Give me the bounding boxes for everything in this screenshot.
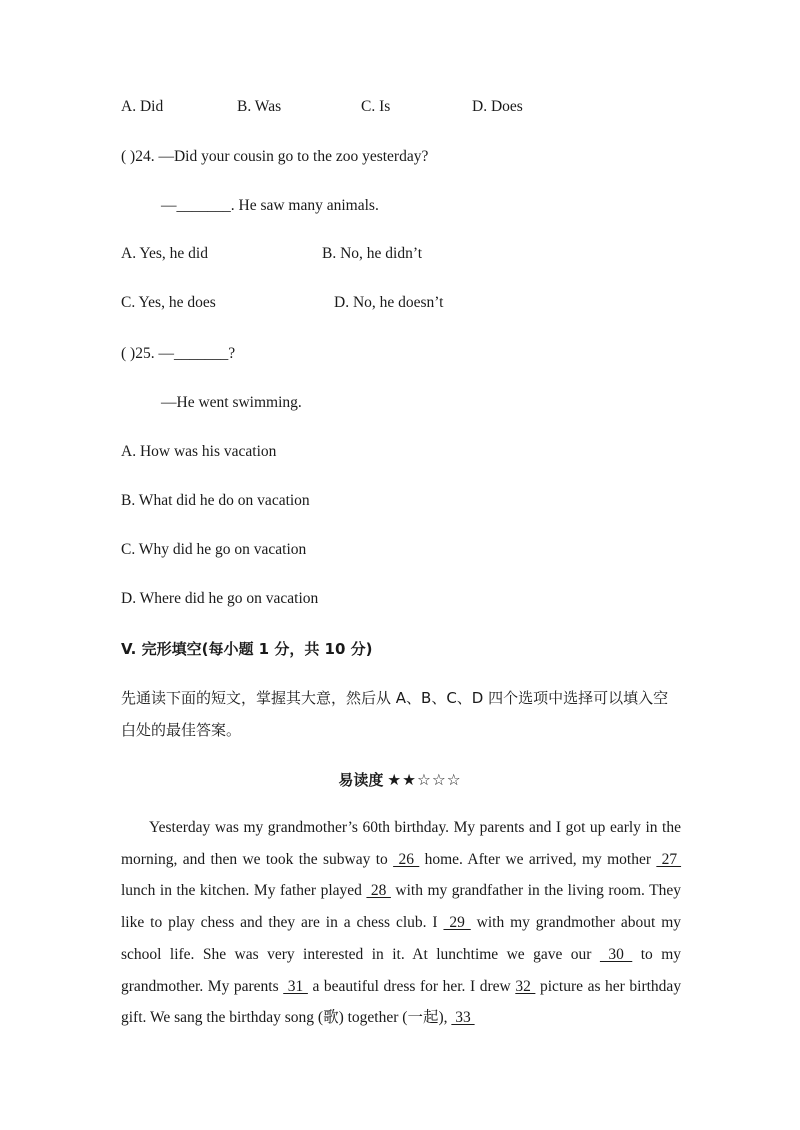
blank-32: 32 [515,977,536,995]
blank-28: 28 [366,882,391,900]
section-instructions-line-1: 先通读下面的短文，掌握其大意，然后从 A、B、C、D 四个选项中选择可以填入空 [121,689,669,707]
q24-answer-line: —_______. He saw many animals. [161,197,379,214]
difficulty-stars: ★★☆☆☆ [387,772,462,789]
q24-option-a: A. Yes, he did [121,245,208,262]
blank-31: 31 [283,977,308,995]
blank-27: 27 [656,850,682,868]
q25-answer-line: —He went swimming. [161,394,302,411]
passage-text-4: with my grandfather in the living room. They like to play chess and they are in a chess club. I [121,882,682,932]
blank-30: 30 [599,945,633,963]
passage-text-3: lunch in the kitchen. My father played [121,882,362,900]
section-title: V. 完形填空(每小题 1 分，共 10 分) [121,640,373,658]
passage-text-1: Yesterday was my grandmother’s 60th birthday. My parents and I got up early in the morning, and then we took the subway to [121,819,681,868]
q25-option-a: A. How was his vacation [121,443,277,460]
q23-option-c: C. Is [361,98,391,115]
blank-29: 29 [443,914,471,932]
q23-option-a: A. Did [121,98,164,115]
q23-option-d: D. Does [472,98,523,115]
blank-33: 33 [451,1009,475,1027]
difficulty-rating [0,770,800,791]
q23-option-b: B. Was [237,98,282,115]
passage-text-8: picture as her birthday gift. We sang the birthday song (歌) together (一起), [121,977,682,1027]
passage-text-6: to my grandmother. My parents [121,945,681,995]
q25-option-c: C. Why did he go on vacation [121,541,307,558]
q25-option-d: D. Where did he go on vacation [121,590,319,607]
difficulty-label: 易读度 [338,771,384,789]
q25-stem: ( )25. —_______? [121,345,236,362]
q24-stem: ( )24. —Did your cousin go to the zoo yesterday? [121,148,429,165]
section-instructions-line-2: 白处的最佳答案。 [121,721,242,739]
passage-text-2: home. After we arrived, my mother [424,850,651,868]
passage-text-7: a beautiful dress for her. I drew [312,977,511,995]
q24-option-c: C. Yes, he does [121,294,216,311]
passage-text-5: with my grandmother about my school life. She was very interested in it. At lunchtime we gave our [121,914,682,963]
q25-option-b: B. What did he do on vacation [121,492,310,509]
blank-26: 26 [393,850,420,868]
q24-option-d: D. No, he doesn’t [334,294,444,311]
q24-option-b: B. No, he didn’t [322,245,423,262]
cloze-passage [121,812,681,1034]
